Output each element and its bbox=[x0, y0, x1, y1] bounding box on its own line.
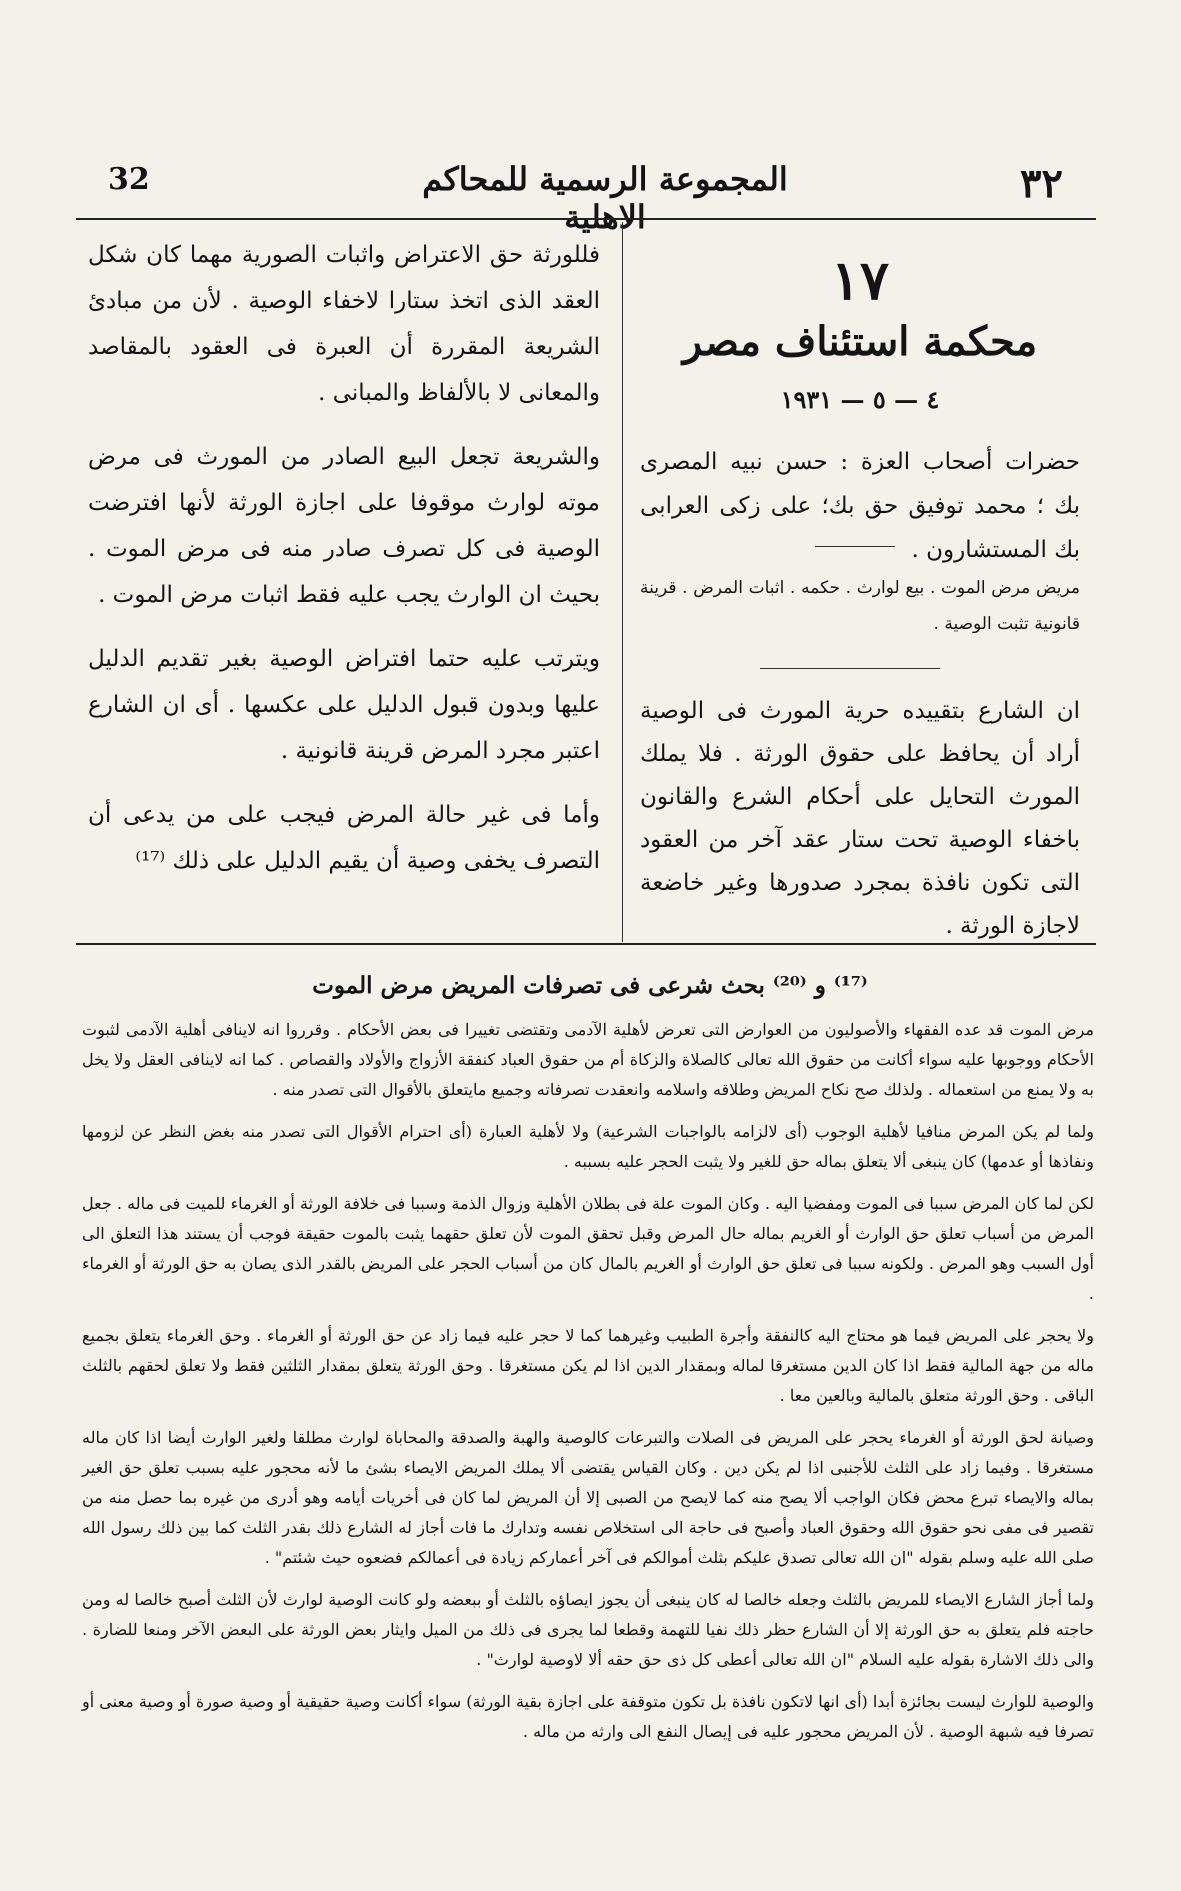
paragraph: والشريعة تجعل البيع الصادر من المورث فى مرض موته لوارث موقوفا على اجازة الورثة لأنها افترضت الوصية فى كل تصرف صادر منه فى مرض الموت . بحيث ان الوارث يجب عليه فقط اثبات مرض الموت . bbox=[88, 444, 600, 608]
court-name: محكمة استئناف مصر bbox=[682, 318, 1038, 365]
judgment-date: ٤ — ٥ — ١٩٣١ bbox=[780, 385, 940, 414]
paragraph: وأما فى غير حالة المرض فيجب على من يدعى أن التصرف يخفى وصية أن يقيم الدليل على ذلك ⁽¹⁷⁾ bbox=[88, 802, 600, 874]
footnote-paragraph: والوصية للوارث ليست بجائزة أبدا (أى انها لاتكون نافذة بل تكون متوقفة على اجازة بقية الورثة) سواء أكانت وصية حقيقية أو وصية صورة أو وصية معنى أو تصرفا فيه شبهة الوصية . لأن المريض محجور عليه فى إيصال النفع الى وارثه من ماله . bbox=[82, 1692, 1095, 1741]
footnote-rule bbox=[76, 943, 1096, 945]
keywords-rule bbox=[760, 668, 940, 669]
footnote-paragraph: وصيانة لحق الورثة أو الغرماء يحجر على المريض فى الصلات والتبرعات كالوصية والهبة والصدقة والمحاباة لوارث مطلقا ولغير الوارث أيضا اذا كان ماله مستغرقا . وفيما زاد على الثلث للأجنبى اذا لم يكن دين . وكان القياس يقتضى ألا يملك المريض الايصاء بشئ ما لأنه محجور عليه بسبب تعلق حق الغير بماله والايصاء تبرع محض فكان الواجب ألا يصح منه كما لايصح من الصبى إلا أن المريض لما كان فى أخريات أيامه وهو أدرى من غيره بما حصل منه من تقصير فى مفى نحو حقوق الله وحقوق العباد وأصبح فى حاجة الى استخلاص نفسه وتدارك ما فات أجاز له الشارع ذلك بقدر الثلث كما بين ذلك رسول الله صلى الله عليه وسلم بقوله "ان الله تعالى تصدق عليكم بثلث أموالكم فى آخر أعماركم زيادة فى أعمالكم فضعوه حيث شئتم" . bbox=[82, 1428, 1095, 1567]
case-number: ١٧ bbox=[830, 248, 889, 312]
bench-rule bbox=[815, 546, 895, 547]
page-number-latin: 32 bbox=[108, 162, 150, 197]
footnote-paragraph: ولما لم يكن المرض منافيا لأهلية الوجوب (أى لالزامه بالواجبات الشرعية) ولا لأهلية العبارة (أى احترام الأقوال التى تصدر منه بغض النظر عن لزومها ونفاذها أو عدمها) كان ينبغى ألا يتعلق بماله حق للغير ولا يثبت الحجر عليه بسببه . bbox=[82, 1122, 1094, 1171]
footnote-paragraph: ولما أجاز الشارع الايصاء للمريض بالثلث وجعله خالصا له كان ينبغى أن يجوز ايصاؤه بالثلث أو ببعضه ولو كانت الوصية لوارث لأن الثلث أصبح خالصا له ومن حاجته فلم يتعلق به حق الورثة إلا أن الشارع حظر ذلك نفيا للتهمة وقطعا لما يجرى فى ذلك من الميل وايثار بعض الورثة على البعض الآخر ومنعا للضارة . والى ذلك الاشارة بقوله عليه السلام "ان الله تعالى أعطى كل ذى حق حقه ألا لاوصية لوارث" . bbox=[82, 1590, 1094, 1669]
page-header-title: المجموعة الرسمية للمحاكم الاهلية bbox=[422, 160, 788, 236]
paragraph: فللورثة حق الاعتراض واثبات الصورية مهما كان شكل العقد الذى اتخذ ستارا لاخفاء الوصية . لأن من مبادئ الشريعة المقررة أن العبرة فى العقود بالمقاصد والمعانى لا بالألفاظ والمبانى . bbox=[88, 242, 600, 406]
footnotes bbox=[82, 1015, 1094, 1759]
footnote-paragraph: مرض الموت قد عده الفقهاء والأصوليون من العوارض التى تعرض لأهلية الآدمى وتقتضى تغييرا فى بعض الأحكام . وقرروا انه لاينافى أهلية الآدمى لثبوت الأحكام ووجوبها عليه سواء أكانت من حقوق الله تعالى كالصلاة والزكاة أم من حقوق العباد كنفقة الأزواج والأولاد والقصاص . كما انه لاينافى العقل ولا يخل به ولا يمنع من استعماله . ولذلك صح نكاح المريض وطلاقه واسلامه وانعقدت تصرفاته وجميع مايتعلق بالأقوال التى تصدر منه . bbox=[82, 1020, 1094, 1099]
column-divider bbox=[622, 222, 623, 942]
footnote-title: ⁽¹⁷⁾ و ⁽²⁰⁾ بحث شرعى فى تصرفات المريض مرض الموت bbox=[312, 972, 868, 999]
case-keywords: مريض مرض الموت . بيع لوارث . حكمه . اثبات المرض . قرينة قانونية تثبت الوصية . bbox=[640, 578, 1080, 634]
bench-members: حضرات أصحاب العزة : حسن نبيه المصرى بك ؛ محمد توفيق حق بك؛ على زكى العرابى بك المستشارون . bbox=[640, 449, 1080, 563]
footnote-paragraph: لكن لما كان المرض سببا فى الموت ومفضيا اليه . وكان الموت علة فى بطلان الأهلية وزوال الذمة وسببا فى خلافة الورثة أو الغرماء للميت فى ماله . جعل المرض من أسباب تعلق حق الوارث أو الغريم بماله حال المرض وقبل تحقق الموت لأن تعلق حقهما يثبت بالموت حقيقة فوجب أن يستند هذا التعلق الى أول السبب وهو المرض . ولكونه سببا فى تعلق حق الوارث أو الغريم بالمال كان من أسباب الحجر على المريض بالقدر الذى يصان به حق الورثة أو الغرماء . bbox=[82, 1194, 1095, 1303]
footnote-paragraph: ولا يحجر على المريض فيما هو محتاج اليه كالنفقة وأجرة الطبيب وغيرهما كما لا حجر عليه فيما زاد عن حق الورثة أو الغرماء . وحق الغرماء يتعلق بجميع ماله من جهة المالية فقط اذا كان الدين مستغرقا لماله وبمقدار الدين اذا لم يكن مستغرقا . وحق الورثة يتعلق بمقدار الثلثين فقط ولا تعلق لحقهم بالثلث الباقى . وحق الورثة متعلق بالمالية وبالعين معا . bbox=[82, 1326, 1095, 1405]
paragraph: ويترتب عليه حتما افتراض الوصية بغير تقديم الدليل عليها وبدون قبول الدليل على عكسها . أى ان الشارع اعتبر مجرد المرض قرينة قانونية . bbox=[88, 646, 600, 764]
left-column bbox=[88, 232, 600, 902]
case-headnote: ان الشارع بتقييده حرية المورث فى الوصية أراد أن يحافظ على حقوق الورثة . فلا يملك المورث التحايل على أحكام الشرع والقانون باخفاء الوصية تحت ستار عقد آخر من العقود التى تكون نافذة بمجرد صدورها وغير خاضعة لاجازة الورثة . bbox=[640, 698, 1080, 939]
header-rule bbox=[76, 218, 1096, 220]
page-number-arabic: ٣٢ bbox=[1020, 160, 1063, 207]
